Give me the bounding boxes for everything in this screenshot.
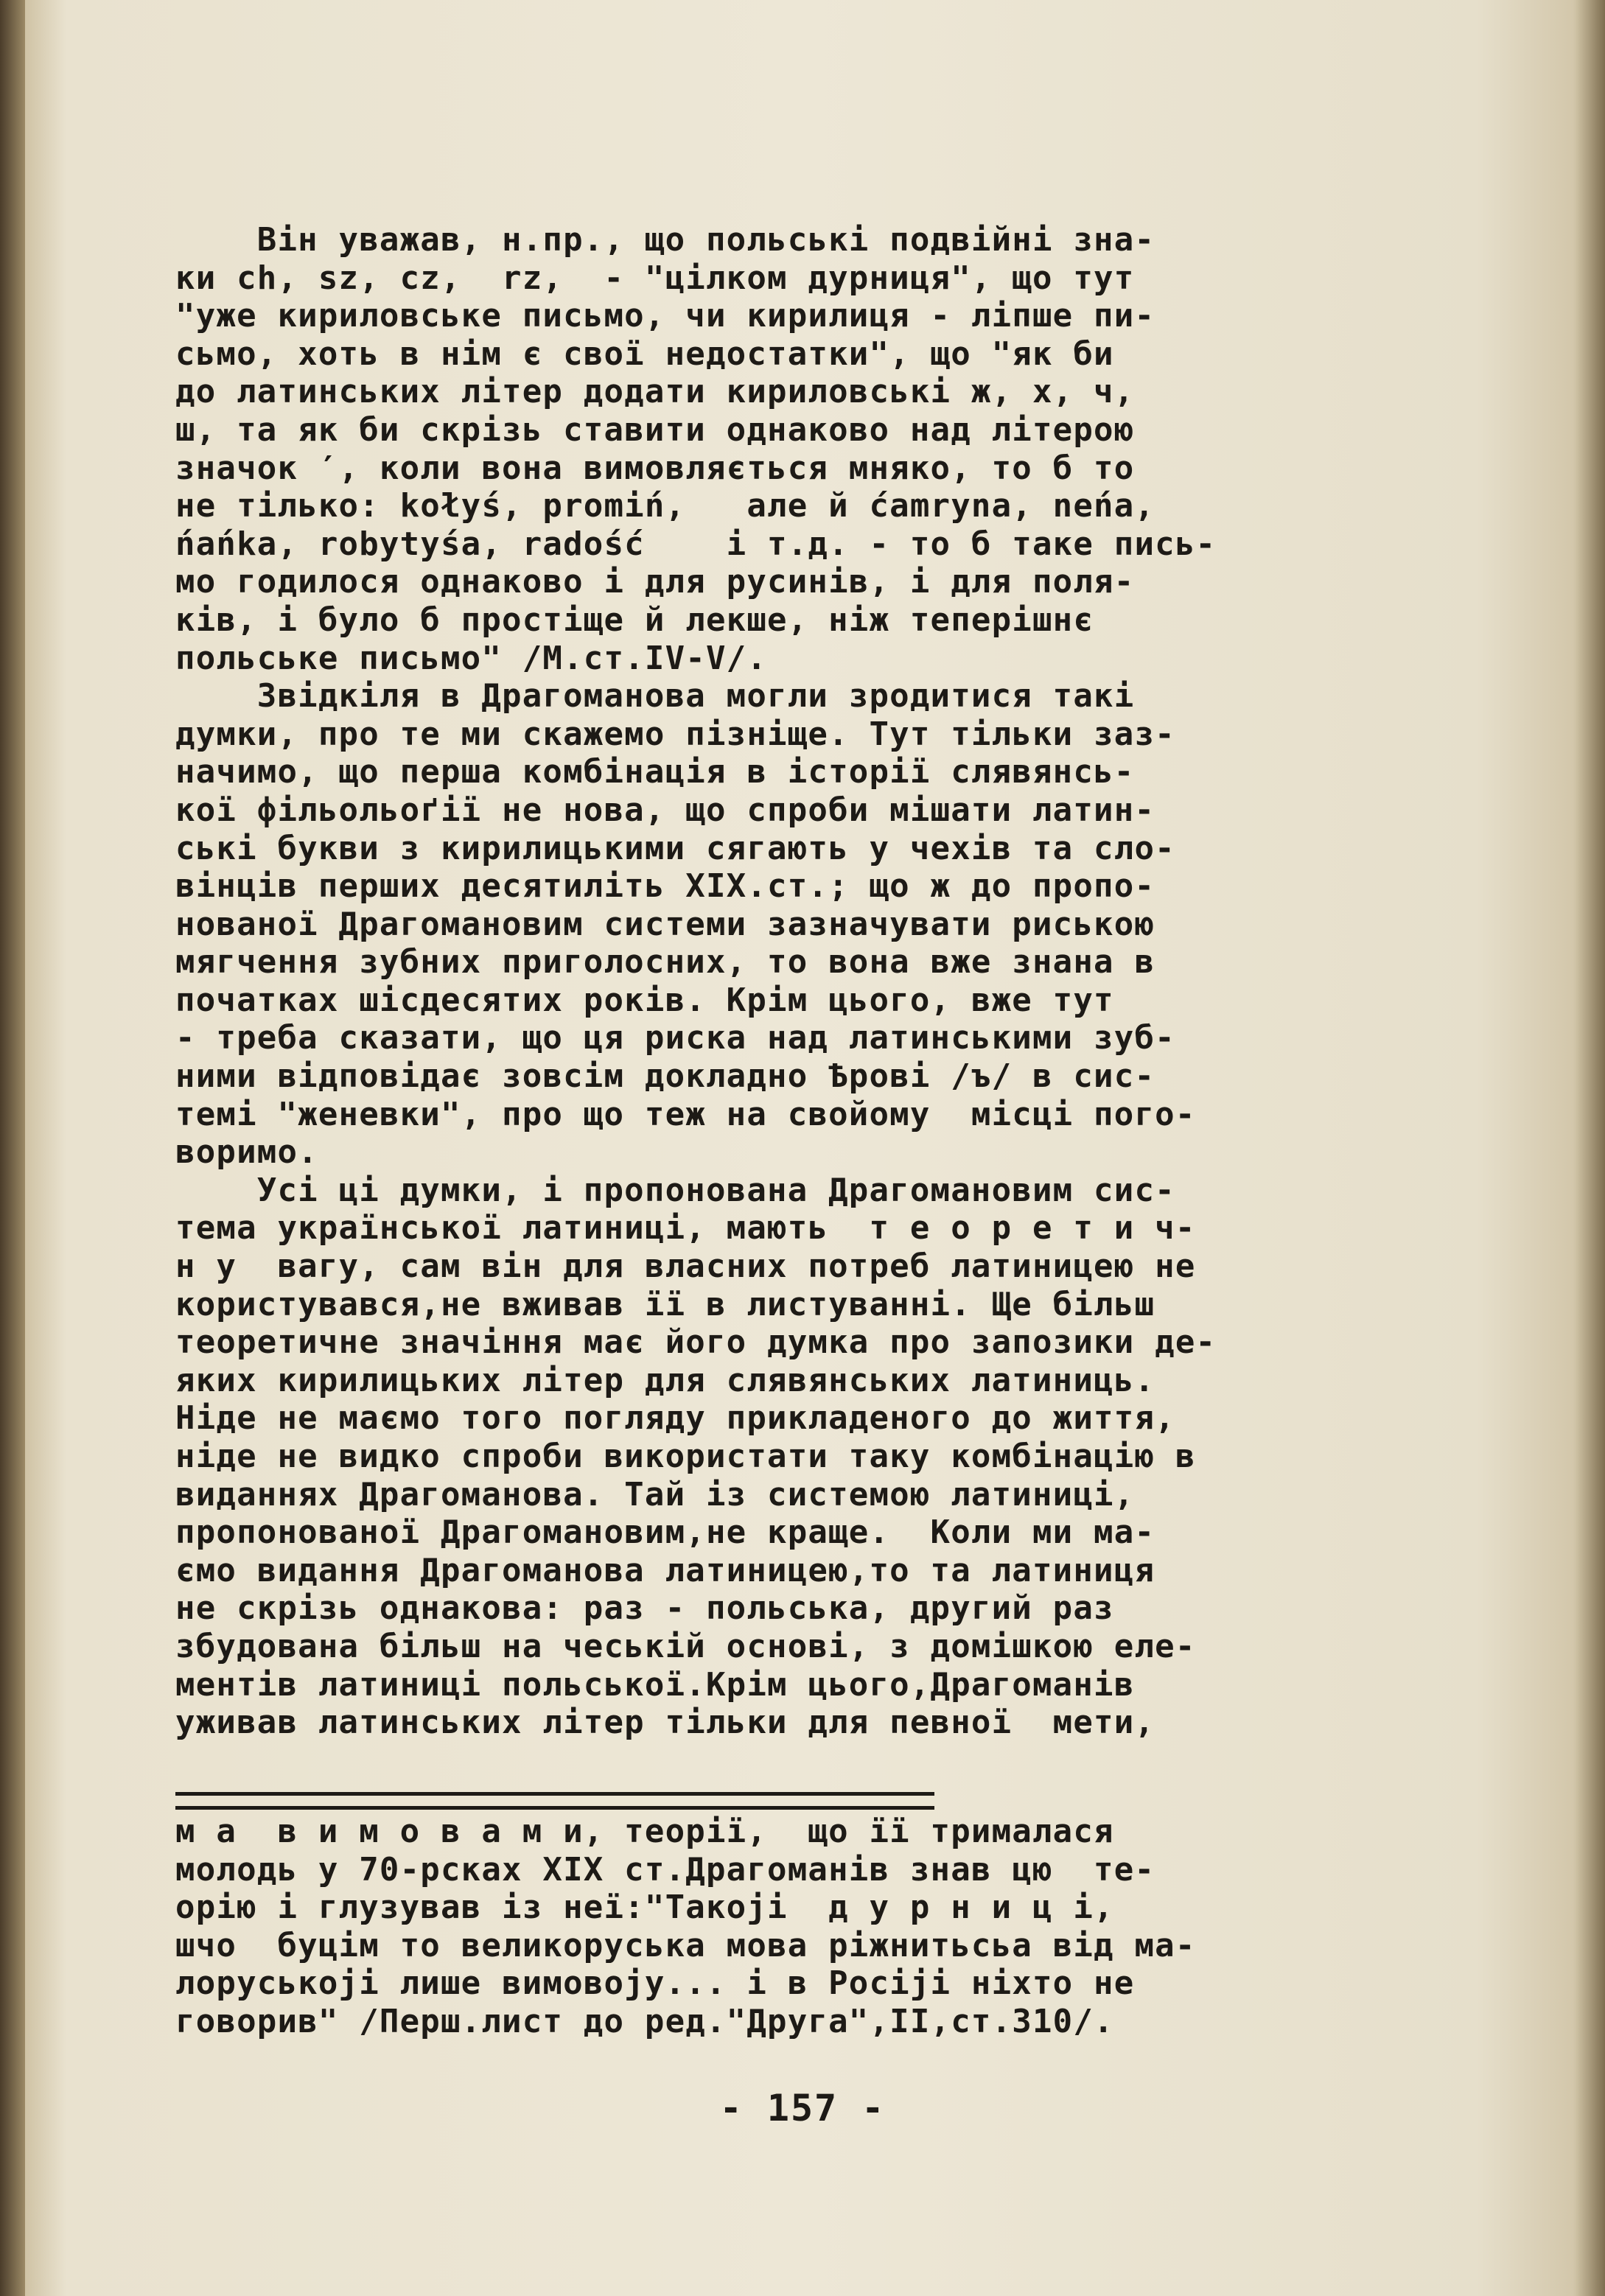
text-line: початках шісдесятих років. Крім цього, вже тут	[175, 981, 1114, 1019]
text-line: мягчення зубних приголосних, то вона вже знана в	[175, 943, 1155, 981]
text-line: думки, про те ми скажемо пізніще. Тут тільки заз-	[175, 715, 1175, 753]
text-line: не тілько: kołyś, promiń, але й ćamryna, neńa,	[175, 487, 1155, 525]
footnote-line: м а в и м о в а м и, теорії, що її трималася	[175, 1813, 1114, 1850]
text-line: тема української латиниці, мають т е о р е т и ч-	[175, 1209, 1196, 1247]
page-number: - 157 -	[719, 2087, 886, 2129]
text-line: теоретичне значіння має його думка про запозики де-	[175, 1323, 1217, 1362]
text-line: Звідкіля в Драгоманова могли зродитися такі	[175, 677, 1135, 715]
text-line: мо годилося однаково і для русинів, і для поля-	[175, 563, 1135, 601]
text-line: кої фільольоґії не нова, що спроби мішати латин-	[175, 791, 1155, 829]
footnote-line: лоруськоjі лише вимовоjу... і в Росіjі ніхто не	[175, 1964, 1135, 2003]
text-line: ш, та як би скрізь ставити однаково над літерою	[175, 410, 1135, 449]
footnote-line: орію і глузував із неї:"Такоjі д у р н и ц і,	[175, 1889, 1114, 1927]
footnote-line: шчо буцім то великоруська мова ріжнитьсьа від ма-	[175, 1926, 1196, 1964]
text-line: збудована більш на чеській основі, з домішкою еле-	[175, 1627, 1196, 1665]
text-line: значок ′, коли вона вимовляється мняко, то б то	[175, 449, 1135, 487]
text-line: уживав латинських літер тільки для певної мети,	[175, 1704, 1155, 1742]
footnote-block	[175, 1813, 1413, 2041]
text-line: начимо, що перша комбінація в історії слявянсь-	[175, 753, 1135, 791]
text-line: польське письмо" /М.ст.IV-V/.	[175, 639, 768, 677]
text-line: ків, і було б простіще й лекше, ніж теперішнє	[175, 601, 1094, 639]
text-line: "уже кириловське письмо, чи кирилиця - ліпше пи-	[175, 297, 1155, 335]
footnote-line: говорив" /Перш.лист до ред."Друга",II,ст.310/.	[175, 2002, 1114, 2040]
text-line: Ніде не маємо того погляду прикладеного до життя,	[175, 1399, 1175, 1438]
text-line: ки ch, sz, cz, rz, - "цілком дурниця", що тут	[175, 259, 1135, 297]
text-line: темі "женевки", про що теж на свойому місці пого-	[175, 1095, 1196, 1133]
text-line: ментів латиниці польської.Крім цього,Драгоманів	[175, 1665, 1135, 1704]
text-line: вінців перших десятиліть XIX.ст.; що ж до пропо-	[175, 867, 1155, 906]
text-line: ємо видання Драгоманова латиницею,то та латиниця	[175, 1551, 1155, 1589]
text-line: Усі ці думки, і пропонована Драгомановим сис-	[175, 1171, 1175, 1209]
text-line: пропонованої Драгомановим,не краще. Коли ми ма-	[175, 1513, 1155, 1552]
text-line: воримо.	[175, 1133, 318, 1172]
page-right-edge	[1576, 0, 1605, 2296]
text-line: користувався,не вживав її в листуванні. Ще більш	[175, 1285, 1155, 1323]
text-line: ніде не видко спроби використати таку комбінацію в	[175, 1438, 1196, 1475]
footnote-divider	[175, 1792, 934, 1810]
text-line: сьмо, хоть в нім є свої недостатки", що "як би	[175, 335, 1114, 373]
main-text-block	[175, 221, 1413, 1742]
text-line: ські букви з кирилицькими сягають у чехів та сло-	[175, 829, 1175, 867]
text-line: виданнях Драгоманова. Тай із системою латиниці,	[175, 1475, 1135, 1513]
book-binding-edge	[0, 0, 25, 2296]
text-line: нованої Драгомановим системи зазначувати риською	[175, 905, 1155, 943]
text-line: ńańka, robytyśa, radość і т.д. - то б таке пись-	[175, 525, 1217, 563]
text-line: Він уважав, н.пр., що польські подвійні зна-	[175, 221, 1155, 259]
text-line: яких кирилицьких літер для слявянських латиниць.	[175, 1361, 1155, 1399]
text-line: - треба сказати, що ця риска над латинськими зуб-	[175, 1019, 1175, 1057]
text-line: ними відповідає зовсім докладно Ѣрові /ъ/ в сис-	[175, 1057, 1155, 1096]
text-line: до латинських літер додати кириловські ж, х, ч,	[175, 373, 1135, 411]
footnote-line: молодь у 70-рсках XIX ст.Драгоманів знав цю те-	[175, 1850, 1155, 1889]
text-line: не скрізь однакова: раз - польська, другий раз	[175, 1589, 1114, 1628]
text-line: н у вагу, сам він для власних потреб латиницею не	[175, 1247, 1196, 1286]
